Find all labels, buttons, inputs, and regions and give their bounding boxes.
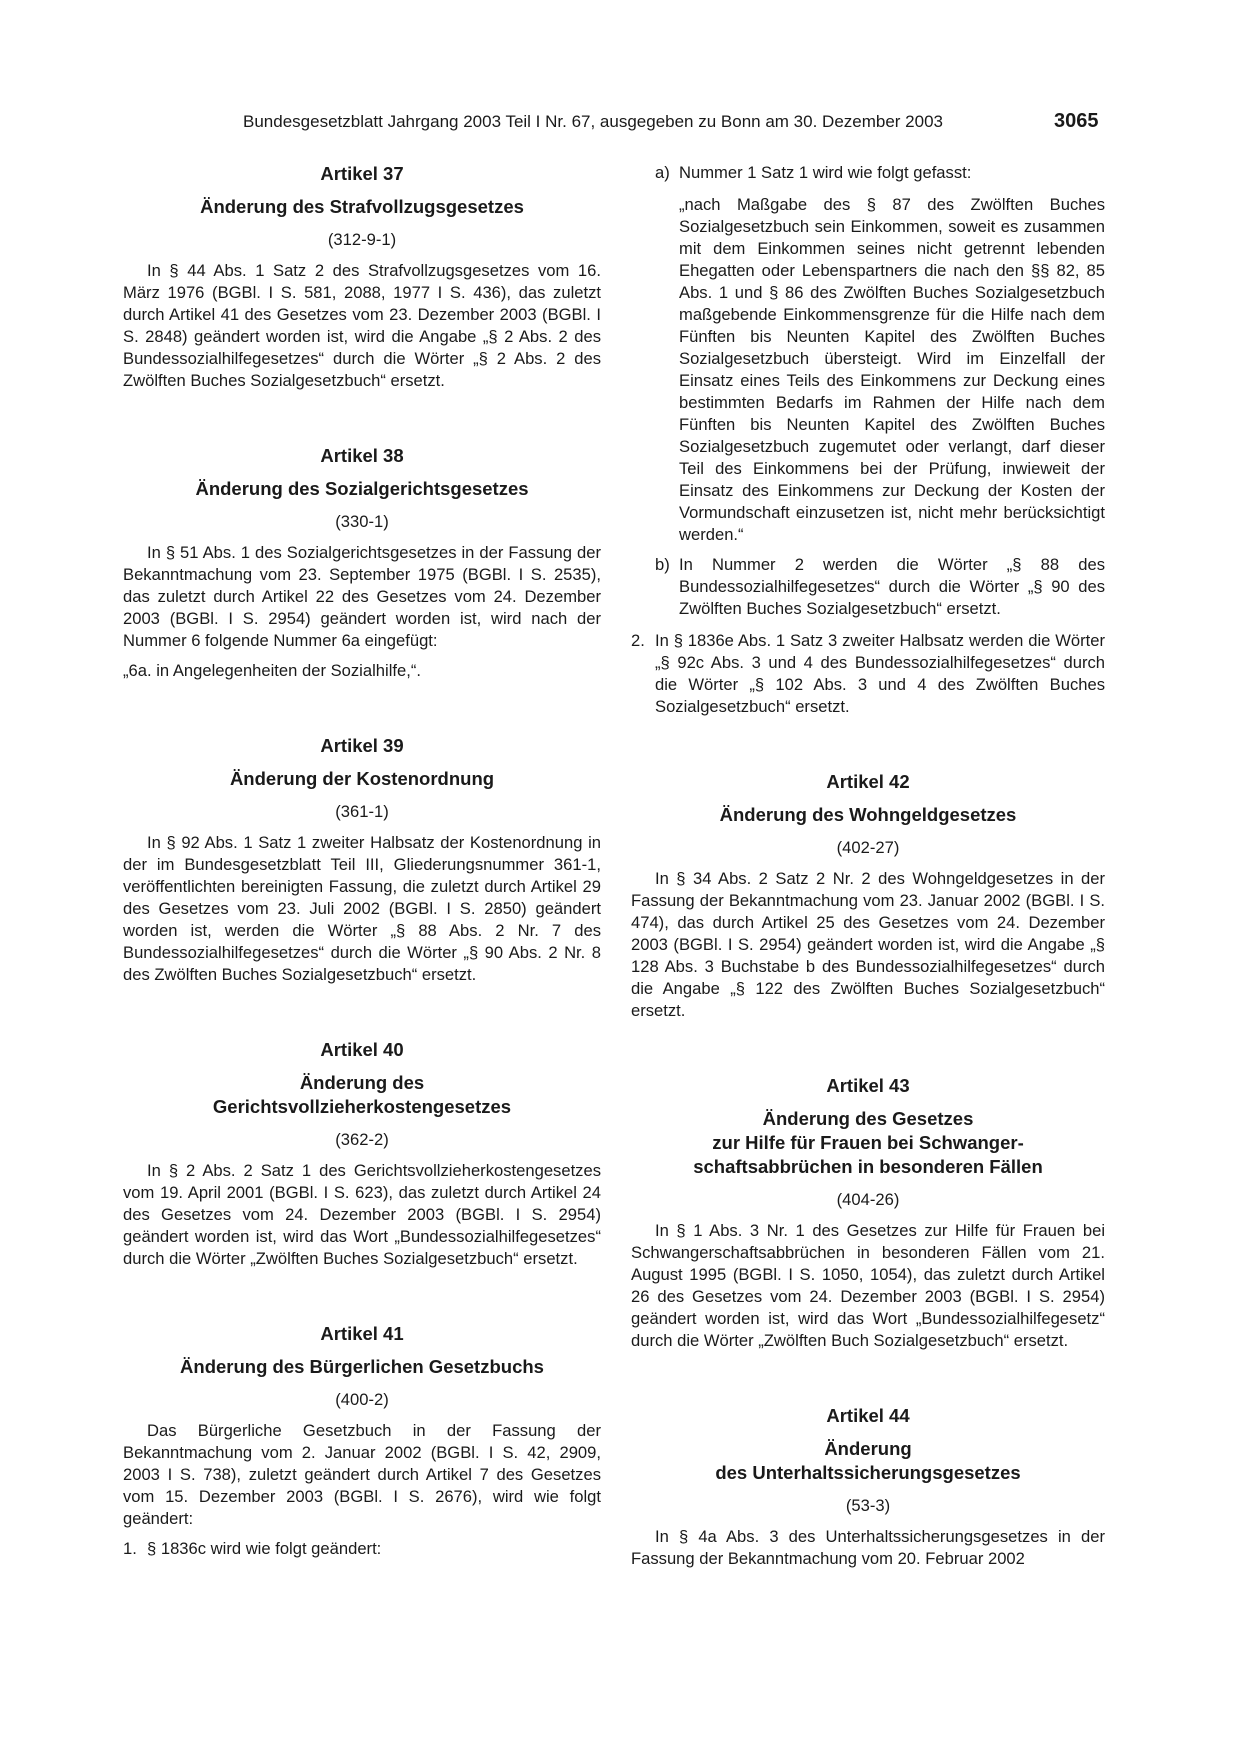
article-subtitle: Änderung des Bürgerlichen Gesetzbuchs [180,1356,544,1377]
list-text: In Nummer 2 werden die Wörter „§ 88 des Bundessozialhilfegesetzes“ durch die Wörter „§ 90 des Zwölften Buches Sozialgesetzbuch“ ersetzt. [679,555,1105,618]
article-code: (330-1) [335,512,389,531]
article-code: (361-1) [335,802,389,821]
article-subtitle-line: Änderung des [299,1072,425,1093]
list-item [655,162,1105,184]
article-39 [123,734,601,986]
article-subtitle [631,1107,1105,1179]
article-code: (362-2) [335,1130,389,1149]
article-code: (402-27) [836,838,900,857]
article-code: (400-2) [335,1390,389,1409]
article-subtitle-line: Gerichtsvollzieherkostengesetzes [212,1096,512,1117]
article-subtitle: Änderung des Sozialgerichtsgesetzes [195,478,529,499]
article-subtitle: Änderung der Kostenordnung [229,768,495,789]
article-title: Artikel 44 [826,1405,910,1426]
list-item [631,630,1105,718]
article-title: Artikel 43 [826,1075,910,1096]
article-title: Artikel 42 [826,771,910,792]
article-subtitle: Änderung des Wohngeldgesetzes [719,804,1017,825]
article-text: In § 2 Abs. 2 Satz 1 des Gerichtsvollzieherkostengesetzes vom 19. April 2001 (BGBl. I S. 623), das zuletzt durch Artikel 24 des Gesetzes vom 24. Dezember 2003 (BGBl. I S. 2954) geändert worden ist, wird das Wort „Bundessozialhilfegesetzes“ durch die Wörter „Zwölften Buches Sozialgesetzbuch“ ersetzt. [123,1161,601,1268]
article-text: In § 51 Abs. 1 des Sozialgerichtsgesetzes in der Fassung der Bekanntmachung vom 23. September 1975 (BGBl. I S. 2535), das zuletzt durch Artikel 22 des Gesetzes vom 24. Dezember 2003 (BGBl. I S. 2954) geändert worden ist, wird nach der Nummer 6 folgende Nummer 6a eingefügt: [123,543,601,650]
sub-items [655,162,1105,620]
list-marker: 2. [631,631,645,650]
article-42 [631,770,1105,1022]
article-38 [123,444,601,682]
article-subtitle-line: Änderung [824,1438,912,1459]
article-subtitle [123,1071,601,1119]
article-subtitle-line: Änderung des Gesetzes [762,1108,974,1129]
article-title: Artikel 41 [320,1323,404,1344]
article-text: In § 44 Abs. 1 Satz 2 des Strafvollzugsgesetzes vom 16. März 1976 (BGBl. I S. 581, 2088, 1977 I S. 436), das zuletzt durch Artikel 41 des Gesetzes vom 23. Dezember 2003 (BGBl. I S. 2848) geändert worden ist, wird die Angabe „§ 2 Abs. 2 des Bundessozialhilfegesetzes“ durch die Wörter „§ 2 Abs. 2 des Zwölften Buches Sozialgesetzbuch“ ersetzt. [123,261,601,390]
article-text: In § 1 Abs. 3 Nr. 1 des Gesetzes zur Hilfe für Frauen bei Schwangerschaftsabbrüchen in besonderen Fällen vom 21. August 1995 (BGBl. I S. 1050, 1054), das zuletzt durch Artikel 26 des Gesetzes vom 24. Dezember 2003 (BGBl. I S. 2954) geändert worden ist, wird das Wort „Bundessozialhilfegesetz“ durch die Wörter „Zwölften Buch Sozialgesetzbuch“ ersetzt. [631,1221,1105,1350]
article-41-continued [631,162,1105,718]
quoted-text: „nach Maßgabe des § 87 des Zwölften Buches Sozialgesetzbuch sein Einkommen, soweit es zusammen mit dem Einkommen seines nicht getrennt lebenden Ehegatten oder Lebenspartners die nach den §§ 82, 85 Abs. 1 und § 86 des Zwölften Buches Sozialgesetzbuch maßgebende Einkommensgrenze für die Hilfe nach dem Fünften bis Neunten Kapitel des Zwölften Buches Sozialgesetzbuch übersteigt. Wird im Einzelfall der Einsatz eines Teils des Einkommens zur Deckung eines bestimmten Bedarfs im Rahmen der Hilfe nach dem Fünften bis Neunten Kapitel des Zwölften Buches Sozialgesetzbuch zugemutet oder verlangt, darf dieser Teil des Einkommens bei der Prüfung, inwieweit der Einsatz des Einkommens zur Deckung der Kosten der Vormundschaft einzusetzen ist, nicht mehr berücksichtigt werden.“ [679,195,1105,544]
left-column [123,162,601,1560]
article-title: Artikel 38 [320,445,404,466]
article-43 [631,1074,1105,1352]
article-subtitle: Änderung des Strafvollzugsgesetzes [200,196,524,217]
article-title: Artikel 37 [320,163,404,184]
article-subtitle [631,1437,1105,1485]
article-insert: „6a. in Angelegenheiten der Sozialhilfe,“. [123,661,421,680]
article-subtitle-line: des Unterhaltssicherungsgesetzes [715,1462,1021,1483]
list-marker: 1. [123,1539,137,1558]
list-text: In § 1836e Abs. 1 Satz 3 zweiter Halbsatz werden die Wörter „§ 92c Abs. 3 und 4 des Bundessozialhilfegesetzes“ durch die Wörter „§ 102 Abs. 3 und 4 des Zwölften Buches Sozialgesetzbuch“ ersetzt. [655,631,1105,716]
article-44 [631,1404,1105,1570]
page-header [0,112,1244,142]
article-text: In § 34 Abs. 2 Satz 2 Nr. 2 des Wohngeldgesetzes in der Fassung der Bekanntmachung vom 23. Januar 2002 (BGBl. I S. 474), das durch Artikel 25 des Gesetzes vom 24. Dezember 2003 (BGBl. I S. 2954) geändert worden ist, wird die Angabe „§ 128 Abs. 3 Buchstabe b des Bundessozialhilfegesetzes“ durch die Angabe „§ 122 des Zwölften Buches Sozialgesetzbuch“ ersetzt. [631,869,1105,1020]
article-code: (404-26) [836,1190,900,1209]
list-text: § 1836c wird wie folgt geändert: [147,1539,382,1558]
article-subtitle-line: schaftsabbrüchen in besonderen Fällen [693,1156,1043,1177]
list-marker: a) [655,163,670,182]
article-41 [123,1322,601,1560]
header-text: Bundesgesetzblatt Jahrgang 2003 Teil I Nr. 67, ausgegeben zu Bonn am 30. Dezember 2003 [243,112,943,131]
list-item [655,554,1105,620]
article-37 [123,162,601,392]
article-40 [123,1038,601,1270]
article-subtitle-line: zur Hilfe für Frauen bei Schwanger- [712,1132,1024,1153]
article-text: In § 92 Abs. 1 Satz 1 zweiter Halbsatz der Kostenordnung in der im Bundesgesetzblatt Teil III, Gliederungsnummer 361-1, veröffentlichten bereinigten Fassung, die zuletzt durch Artikel 29 des Gesetzes vom 23. Juli 2002 (BGBl. I S. 2850) geändert worden ist, werden die Wörter „§ 88 Abs. 2 Nr. 7 des Bundessozialhilfegesetzes“ durch die Wörter „§ 90 Abs. 2 Nr. 8 des Zwölften Buches Sozialgesetzbuch“ ersetzt. [123,833,601,984]
right-column [631,162,1105,1570]
list-marker: b) [655,555,670,574]
list-text: Nummer 1 Satz 1 wird wie folgt gefasst: [679,163,972,182]
page-number: 3065 [1054,110,1099,132]
article-code: (312-9-1) [327,230,397,249]
article-code: (53-3) [845,1496,891,1515]
article-title: Artikel 39 [320,735,404,756]
list-item [123,1538,601,1560]
article-title: Artikel 40 [320,1039,404,1060]
article-text: In § 4a Abs. 3 des Unterhaltssicherungsgesetzes in der Fassung der Bekanntmachung vom 20. Februar 2002 [631,1527,1105,1568]
article-text: Das Bürgerliche Gesetzbuch in der Fassung der Bekanntmachung vom 2. Januar 2002 (BGBl. I S. 42, 2909, 2003 I S. 738), zuletzt geändert durch Artikel 7 des Gesetzes vom 15. Dezember 2003 (BGBl. I S. 2676), wird wie folgt geändert: [123,1421,601,1528]
